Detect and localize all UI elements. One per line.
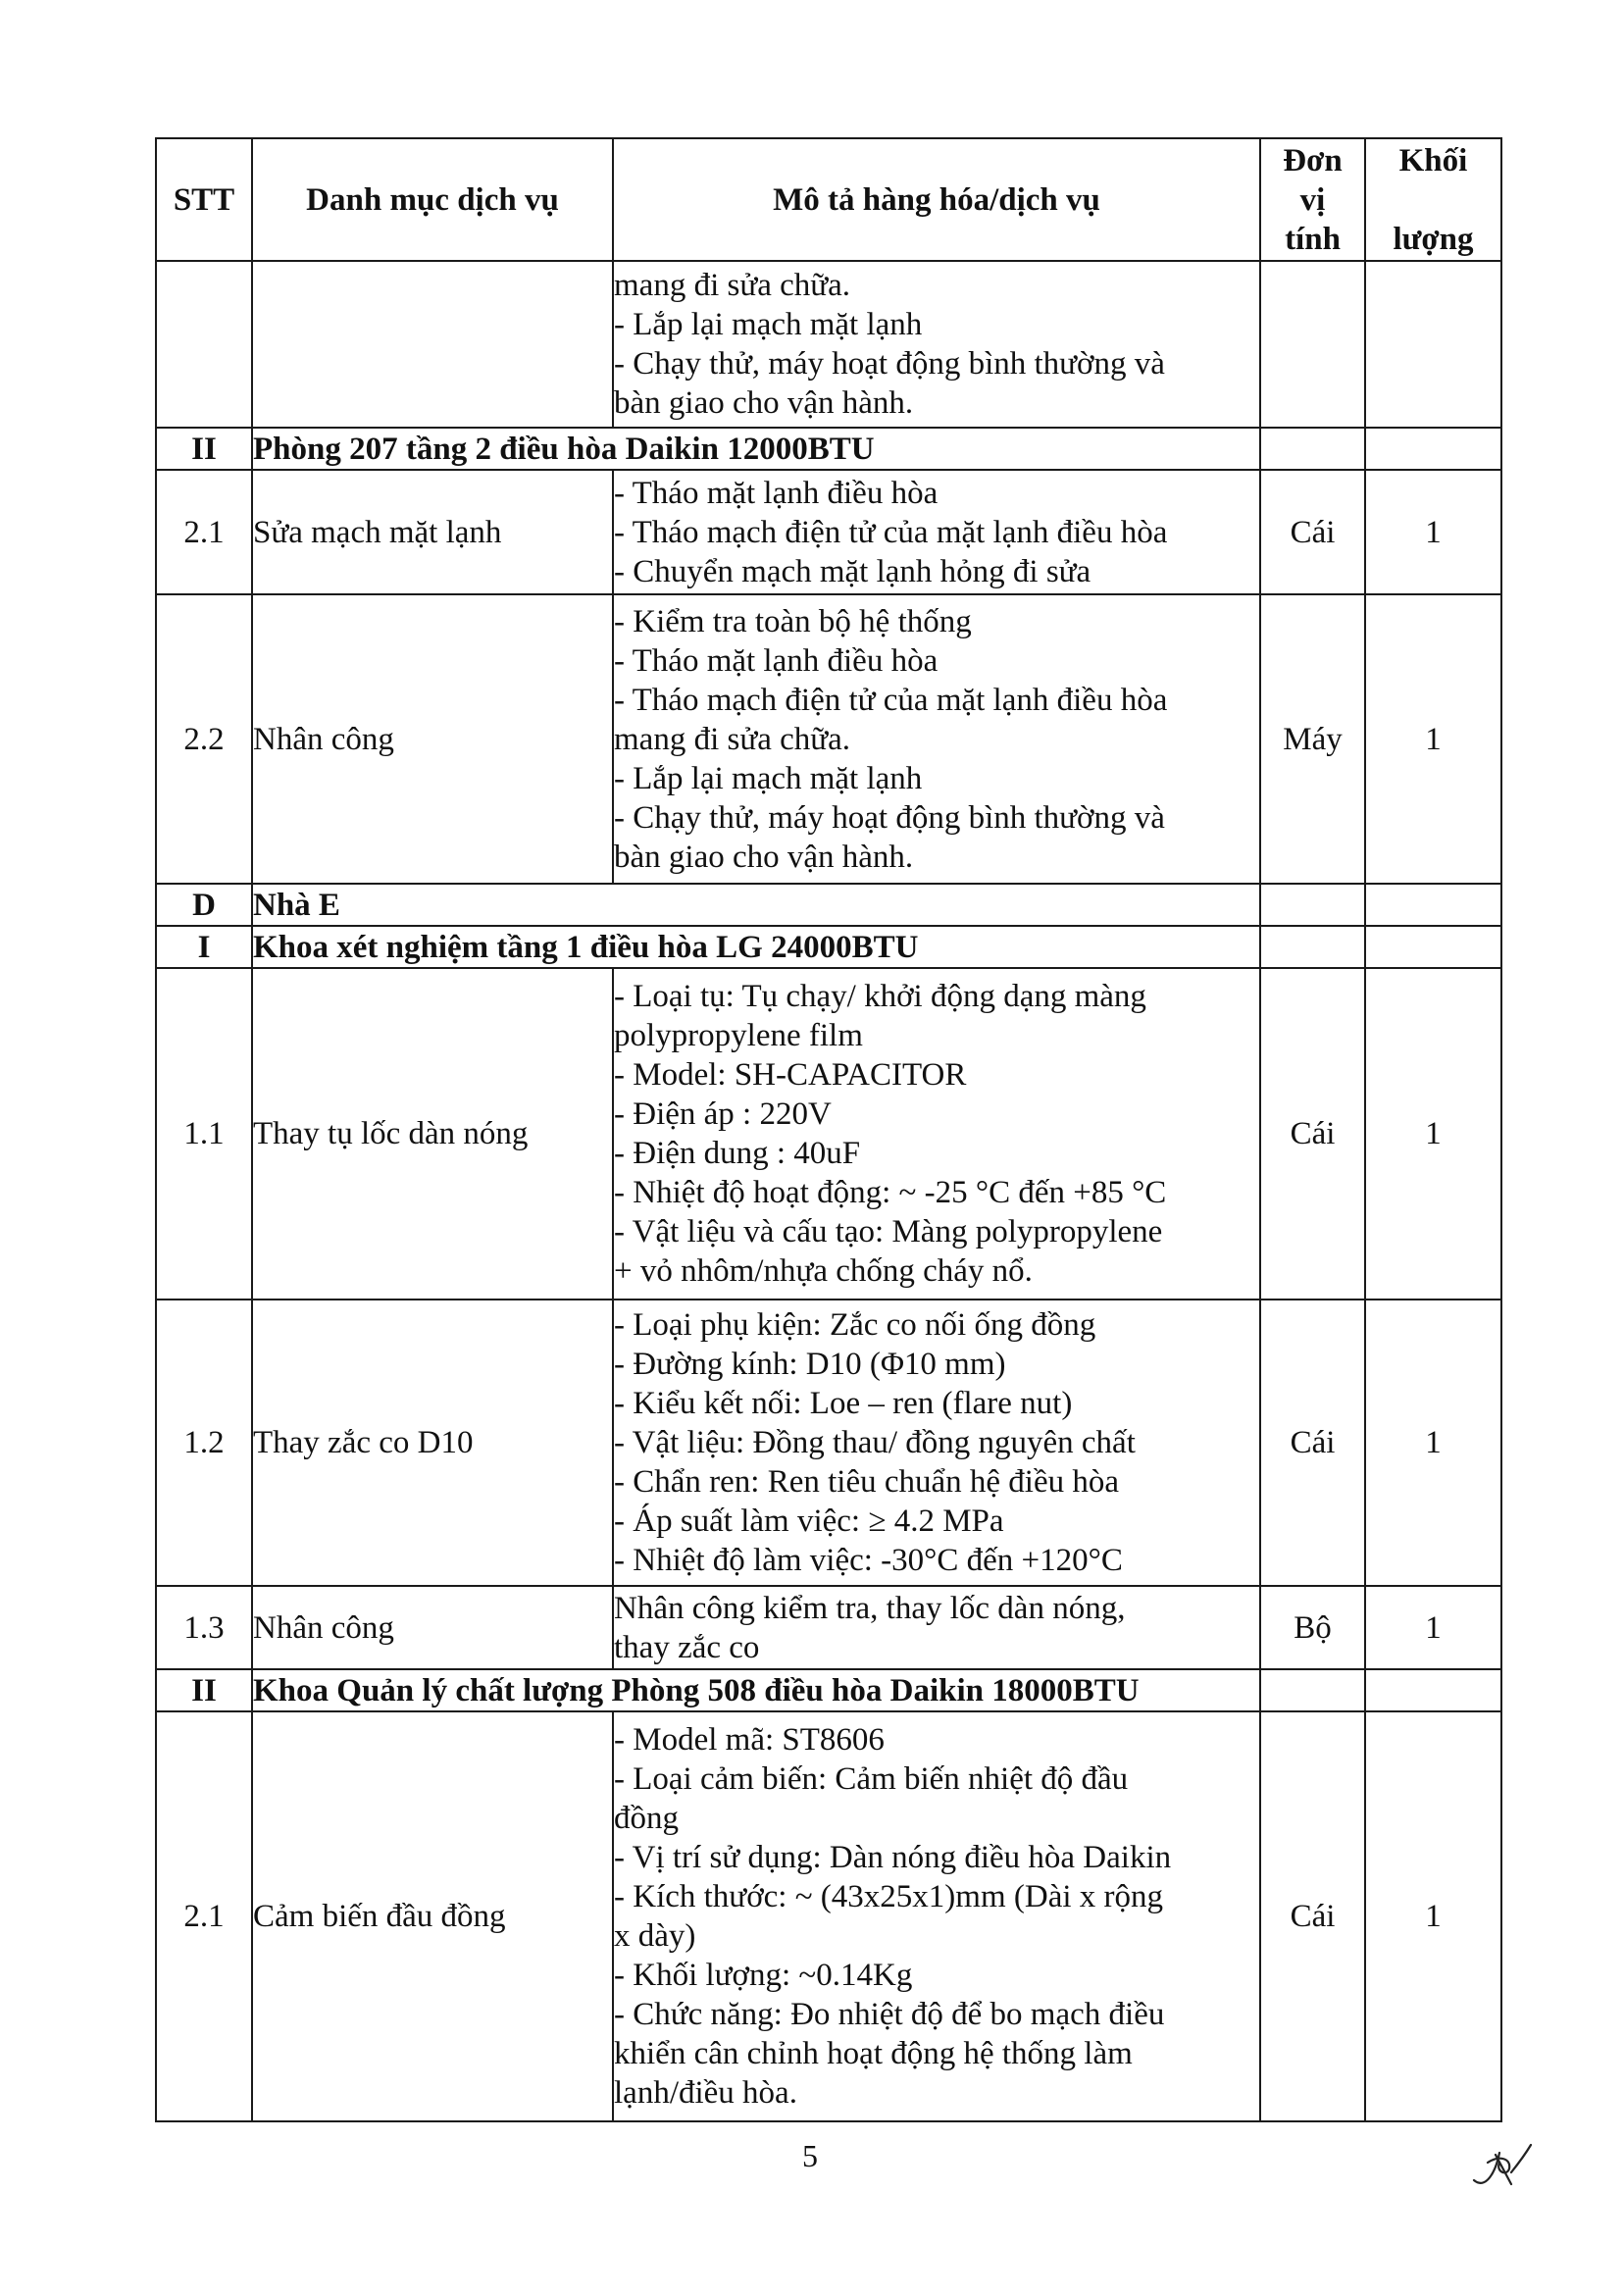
- row-unit: Cái: [1260, 1300, 1365, 1586]
- header-category: Danh mục dịch vụ: [252, 138, 613, 261]
- section-number: II: [156, 1669, 252, 1711]
- header-unit: [1260, 138, 1365, 261]
- table-row: [156, 968, 1501, 1300]
- header-unit-line: tính: [1285, 221, 1341, 257]
- description-line: - Model mã: ST8606: [614, 1722, 885, 1758]
- description-line: - Vật liệu: Đồng thau/ đồng nguyên chất: [614, 1425, 1136, 1460]
- section-title: Khoa xét nghiệm tầng 1 điều hòa LG 24000BTU: [252, 926, 1260, 968]
- section-row: [156, 926, 1501, 968]
- section-title: Phòng 207 tầng 2 điều hòa Daikin 12000BTU: [252, 428, 1260, 470]
- row-service-name: Thay zắc co D10: [252, 1300, 613, 1586]
- row-description: [613, 261, 1260, 428]
- row-unit: Bộ: [1260, 1586, 1365, 1669]
- table-row: [156, 1711, 1501, 2121]
- description-line: - Kích thước: ~ (43x25x1)mm (Dài x rộng: [614, 1879, 1164, 1914]
- row-quantity: 1: [1365, 1711, 1501, 2121]
- description-line: mang đi sửa chữa.: [614, 268, 851, 303]
- description-line: đồng: [614, 1801, 679, 1836]
- description-line: - Chạy thử, máy hoạt động bình thường và: [614, 799, 1165, 836]
- row-description: [613, 1300, 1260, 1586]
- row-stt: 1.1: [156, 968, 252, 1300]
- section-unit-cell: [1260, 428, 1365, 470]
- section-qty-cell: [1365, 926, 1501, 968]
- row-quantity: [1365, 261, 1501, 428]
- row-unit: Cái: [1260, 968, 1365, 1300]
- row-service-name: Nhân công: [252, 594, 613, 884]
- table-row: [156, 470, 1501, 594]
- section-row: [156, 884, 1501, 926]
- row-unit: [1260, 261, 1365, 428]
- row-stt: 2.2: [156, 594, 252, 884]
- row-unit: Cái: [1260, 1711, 1365, 2121]
- description-line: - Loại tụ: Tụ chạy/ khởi động dạng màng: [614, 979, 1146, 1014]
- table-header-row: [156, 138, 1501, 261]
- section-number: II: [156, 428, 252, 470]
- row-service-name: Thay tụ lốc dàn nóng: [252, 968, 613, 1300]
- signature-initials-icon: [1466, 2133, 1535, 2192]
- description-line: - Điện dung : 40uF: [614, 1136, 861, 1171]
- row-unit: Máy: [1260, 594, 1365, 884]
- header-quantity: [1365, 138, 1501, 261]
- row-stt: 2.1: [156, 470, 252, 594]
- row-quantity: 1: [1365, 968, 1501, 1300]
- description-line: khiển cân chỉnh hoạt động hệ thống làm: [614, 2036, 1133, 2071]
- description-line: - Khối lượng: ~0.14Kg: [614, 1958, 913, 1993]
- description-line: + vỏ nhôm/nhựa chống cháy nổ.: [614, 1253, 1033, 1289]
- description-line: polypropylene film: [614, 1018, 863, 1053]
- description-line: - Nhiệt độ hoạt động: ~ -25 °C đến +85 °C: [614, 1175, 1167, 1210]
- table-row: [156, 261, 1501, 428]
- description-line: - Tháo mặt lạnh điều hòa: [614, 475, 939, 511]
- section-number: I: [156, 926, 252, 968]
- description-line: - Lắp lại mạch mặt lạnh: [614, 760, 923, 796]
- table-row: [156, 1300, 1501, 1586]
- row-description: [613, 594, 1260, 884]
- table-row: [156, 594, 1501, 884]
- row-stt: 1.3: [156, 1586, 252, 1669]
- section-row: [156, 428, 1501, 470]
- description-line: bàn giao cho vận hành.: [614, 385, 914, 421]
- description-line: - Kiểm tra toàn bộ hệ thống: [614, 603, 972, 639]
- row-description: [613, 968, 1260, 1300]
- table-body: [156, 261, 1501, 2121]
- section-unit-cell: [1260, 926, 1365, 968]
- section-title: Khoa Quản lý chất lượng Phòng 508 điều hòa Daikin 18000BTU: [252, 1669, 1260, 1711]
- section-number: D: [156, 884, 252, 926]
- description-line: - Nhiệt độ làm việc: -30°C đến +120°C: [614, 1543, 1123, 1578]
- description-line: - Chạy thử, máy hoạt động bình thường và: [614, 346, 1165, 382]
- description-line: thay zắc co: [614, 1629, 760, 1665]
- header-unit-line: vị: [1299, 181, 1326, 218]
- section-title: Nhà E: [252, 884, 1260, 926]
- description-line: mang đi sửa chữa.: [614, 721, 851, 757]
- section-row: [156, 1669, 1501, 1711]
- section-qty-cell: [1365, 428, 1501, 470]
- description-line: - Lắp lại mạch mặt lạnh: [614, 307, 923, 342]
- description-line: - Model: SH-CAPACITOR: [614, 1057, 967, 1093]
- row-service-name: Cảm biến đầu đồng: [252, 1711, 613, 2121]
- header-stt: STT: [156, 138, 252, 261]
- header-quantity-line: lượng: [1393, 221, 1474, 257]
- description-line: - Tháo mạch điện tử của mặt lạnh điều hòa: [614, 514, 1168, 550]
- services-table: [155, 137, 1502, 2122]
- row-quantity: 1: [1365, 594, 1501, 884]
- row-service-name: Nhân công: [252, 1586, 613, 1669]
- description-line: - Chuyển mạch mặt lạnh hỏng đi sửa: [614, 553, 1091, 589]
- row-stt: 1.2: [156, 1300, 252, 1586]
- header-unit-line: Đơn: [1283, 142, 1343, 178]
- section-qty-cell: [1365, 884, 1501, 926]
- row-quantity: 1: [1365, 470, 1501, 594]
- row-description: [613, 470, 1260, 594]
- page-number: 5: [802, 2138, 818, 2173]
- description-line: lạnh/điều hòa.: [614, 2075, 797, 2111]
- row-service-name: Sửa mạch mặt lạnh: [252, 470, 613, 594]
- description-line: bàn giao cho vận hành.: [614, 839, 914, 875]
- row-quantity: 1: [1365, 1586, 1501, 1669]
- section-unit-cell: [1260, 1669, 1365, 1711]
- description-line: - Vị trí sử dụng: Dàn nóng điều hòa Daikin: [614, 1840, 1172, 1875]
- description-line: - Tháo mặt lạnh điều hòa: [614, 642, 939, 679]
- description-line: - Điện áp : 220V: [614, 1096, 832, 1132]
- description-line: - Loại cảm biến: Cảm biến nhiệt độ đầu: [614, 1761, 1129, 1797]
- description-line: - Chức năng: Đo nhiệt độ để bo mạch điều: [614, 1997, 1165, 2032]
- row-quantity: 1: [1365, 1300, 1501, 1586]
- row-description: [613, 1586, 1260, 1669]
- section-unit-cell: [1260, 884, 1365, 926]
- row-stt: [156, 261, 252, 428]
- header-description: Mô tả hàng hóa/dịch vụ: [613, 138, 1260, 261]
- description-line: - Kiểu kết nối: Loe – ren (flare nut): [614, 1386, 1073, 1421]
- description-line: - Vật liệu và cấu tạo: Màng polypropylene: [614, 1214, 1163, 1249]
- row-unit: Cái: [1260, 470, 1365, 594]
- section-qty-cell: [1365, 1669, 1501, 1711]
- description-line: - Tháo mạch điện tử của mặt lạnh điều hòa: [614, 682, 1168, 718]
- description-line: - Chẩn ren: Ren tiêu chuẩn hệ điều hòa: [614, 1464, 1119, 1500]
- description-line: Nhân công kiểm tra, thay lốc dàn nóng,: [614, 1590, 1126, 1626]
- table-row: [156, 1586, 1501, 1669]
- description-line: - Đường kính: D10 (Φ10 mm): [614, 1347, 1006, 1382]
- header-quantity-line: Khối: [1398, 142, 1468, 178]
- description-line: - Loại phụ kiện: Zắc co nối ống đồng: [614, 1307, 1096, 1343]
- row-service-name: [252, 261, 613, 428]
- description-line: x dày): [614, 1918, 696, 1954]
- row-stt: 2.1: [156, 1711, 252, 2121]
- description-line: - Áp suất làm việc: ≥ 4.2 MPa: [614, 1504, 1004, 1539]
- row-description: [613, 1711, 1260, 2121]
